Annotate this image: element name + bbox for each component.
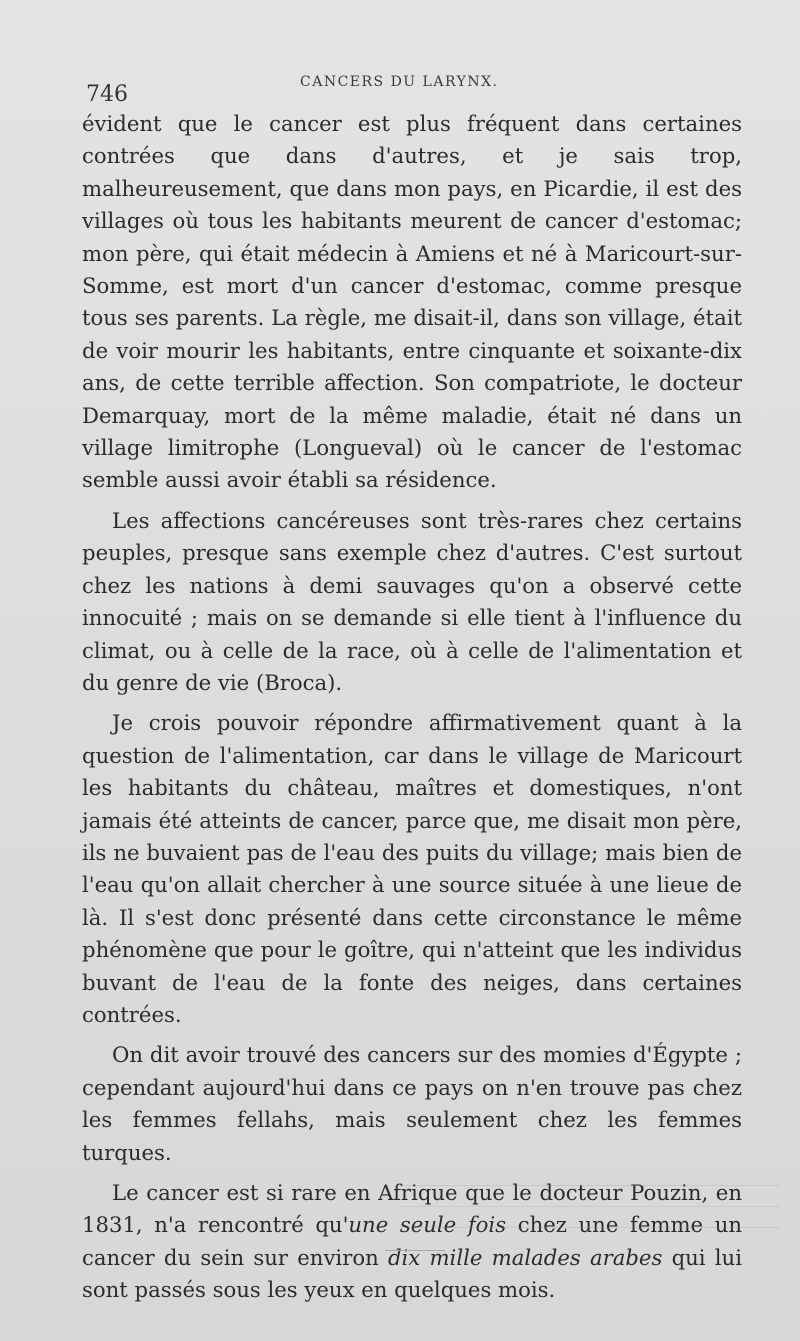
paragraph-5 [82,1177,742,1307]
paragraph-5-text-a: Le cancer est si rare en Afrique que le docteur Pouzin, en 1831, n'a rencontré qu' [82,1180,742,1238]
paragraph-5-italic-b: dix mille malades arabes [387,1244,663,1270]
paragraph-3: Je crois pouvoir répondre affirmativement quant à la question de l'alimentation, car dans le village de Maricourt les habitants du château, maîtres et domestiques, n'ont jamais été atteints de cancer, parce que, me disait mon père, ils ne buvaient pas de l'eau des puits du village; mais bien de l'eau qu'on allait chercher à une source située à une lieue de là. Il s'est donc présenté dans cette circonstance le même phénomène que pour le goître, qui n'atteint que les individus buvant de l'eau de la fonte des neiges, dans certaines contrées. [82,710,742,1027]
paragraph-5-text-b: chez une femme un cancer du sein sur environ [82,1212,742,1270]
page-number: 746 [86,82,128,107]
body-text [82,108,742,1315]
page-header [82,68,740,108]
paragraph-2: Les affections cancéreuses sont très-rares chez certains peuples, presque sans exemple chez d'autres. C'est surtout chez les nations à demi sauvages qu'on a observé cette innocuité ; mais on se demande si elle tient à l'influence du climat, ou à celle de la race, où à celle de l'alimentation et du genre de vie (Broca). [82,507,742,695]
paragraph-5-text-c: qui lui sont passés sous les yeux en quelques mois. [82,1244,742,1303]
paragraph-5-italic-a: une seule fois [348,1212,507,1238]
paragraph-4: On dit avoir trouvé des cancers sur des momies d'Égypte ; cependant aujourd'hui dans ce pays on n'en trouve pas chez les femmes fellahs, mais seulement chez les femmes turques. [82,1042,742,1165]
running-title: CANCERS DU LARYNX. [300,74,499,90]
ornamental-rule [385,1250,445,1251]
paragraph-1: évident que le cancer est plus fréquent dans certaines contrées que dans d'autres, et je sais trop, malheureusement, que dans mon pays, en Picardie, il est des villages où tous les habitants meurent de cancer d'estomac; mon père, qui était médecin à Amiens et né à Maricourt-sur-Somme, est mort d'un cancer d'estomac, comme presque tous ses parents. La règle, me disait-il, dans son village, était de voir mourir les habitants, entre cinquante et soixante-dix ans, de cette terrible affection. Son compatriote, le docteur Demarquay, mort de la même maladie, était né dans un village limitrophe (Longueval) où le cancer de l'estomac semble aussi avoir établi sa résidence. [82,111,742,493]
